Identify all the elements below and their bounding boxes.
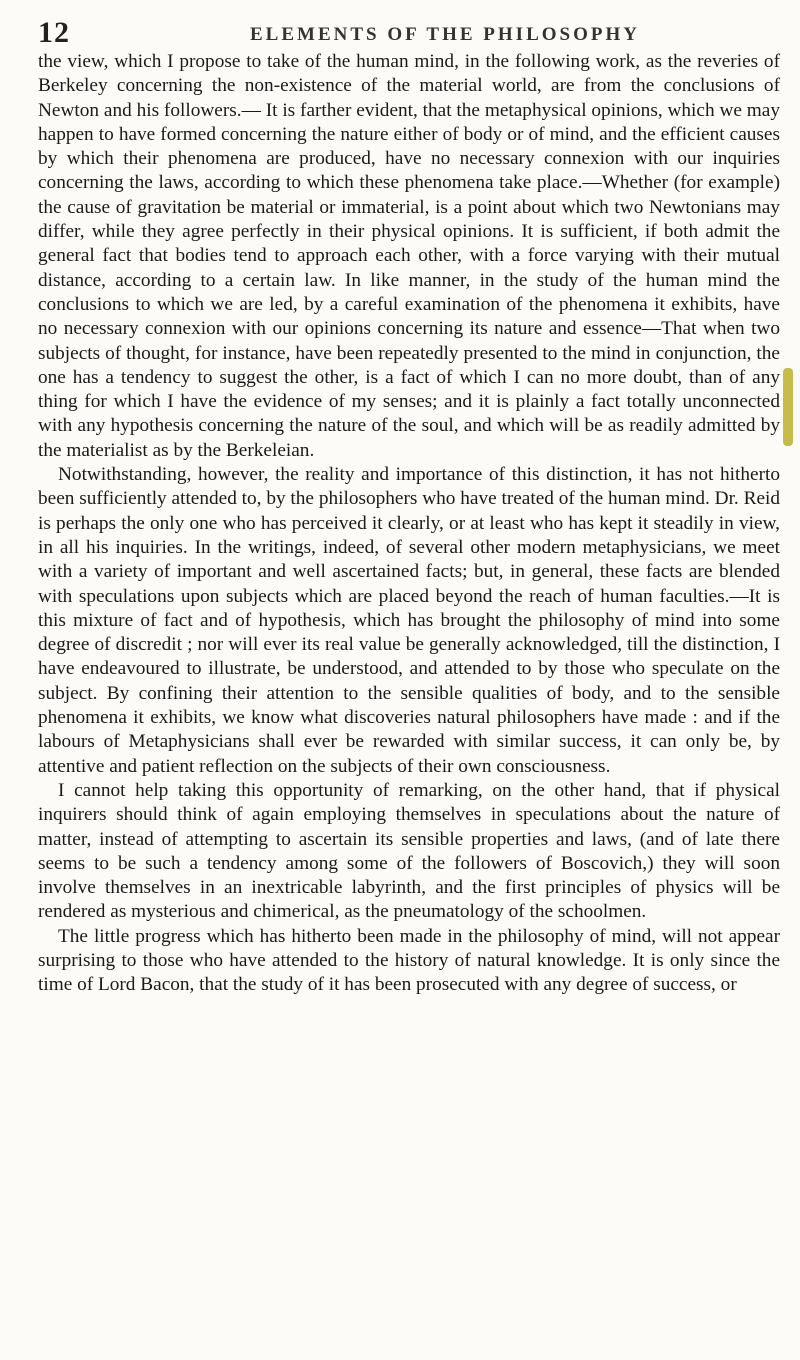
paragraph: the view, which I propose to take of the human mind, in the following work, as the reveries of Berkeley concerning the non-existence of the material world, are from the conclusions of Newton and his followers.— It is farther evident, that the metaphysical opinions, which we may happen to have formed concerning the nature either of body or of mind, and the efficient causes by which their phenomena are produced, have no necessary connexion with our inquiries concerning the laws, according to which these phenomena take place.—Whether (for example) the cause of gravitation be material or immaterial, is a point about which two Newtonians may differ, while they agree perfectly in their physical opinions. It is sufficient, if both admit the general fact that bodies tend to approach each other, with a force varying with their mutual distance, according to a certain law. In like manner, in the study of the human mind the conclusions to which we are led, by a careful examination of the phenomena it exhibits, have no necessary connexion with our opinions concerning its nature and essence—That when two subjects of thought, for instance, have been repeatedly presented to the mind in conjunction, the one has a tendency to suggest the other, is a fact of which I can no more doubt, than of any thing for which I have the evidence of my senses; and it is plainly a fact totally unconnected with any hypothesis concerning the nature of the soul, and which will be as readily admitted by the materialist as by the Berkeleian. — [38, 51, 780, 461]
paragraph: I cannot help taking this opportunity of remarking, on the other hand, that if physical inquirers should think of again employing themselves in speculations about the nature of matter, instead of attempting to ascertain its sensible properties and laws, (and of late there seems to be such a tendency among some of the followers of Boscovich,) they will soon involve themselves in an inextricable labyrinth, and the first principles of physics will be rendered as mysterious and chimerical, as the pneumatology of the schoolmen. — [38, 779, 780, 923]
paragraph: Notwithstanding, however, the reality and importance of this distinction, it has not hitherto been sufficiently attended to, by the philosophers who have treated of the human mind. Dr. Reid is perhaps the only one who has perceived it clearly, or at least who has kept it steadily in view, in all his inquiries. In the writings, indeed, of several other modern metaphysicians, we meet with a variety of important and well ascertained facts; but, in general, these facts are blended with speculations upon subjects which are placed beyond the reach of human faculties.—It is this mixture of fact and of hypothesis, which has brought the philosophy of mind into some degree of discredit ; nor will ever its real value be generally acknowledged, till the distinction, I have endeavoured to illustrate, be understood, and attended to by those who speculate on the subject. By confining their attention to the sensible qualities of body, and to the sensible phenomena it exhibits, we know what discoveries natural philosophers have made : and if the labours of Metaphysicians shall ever be rewarded with similar success, it can only be, by attentive and patient reflection on the subjects of their own consciousness. — [38, 464, 780, 777]
body-text — [38, 50, 780, 998]
paragraph: The little progress which has hitherto been made in the philosophy of mind, will not appear surprising to those who have attended to the history of natural knowledge. It is only since the time of Lord Bacon, that the study of it has been prosecuted with any degree of success, or — [38, 925, 780, 996]
margin-ink-mark — [783, 368, 793, 446]
page-number: 12 — [38, 16, 70, 49]
running-head: ELEMENTS OF THE PHILOSOPHY — [250, 24, 640, 45]
